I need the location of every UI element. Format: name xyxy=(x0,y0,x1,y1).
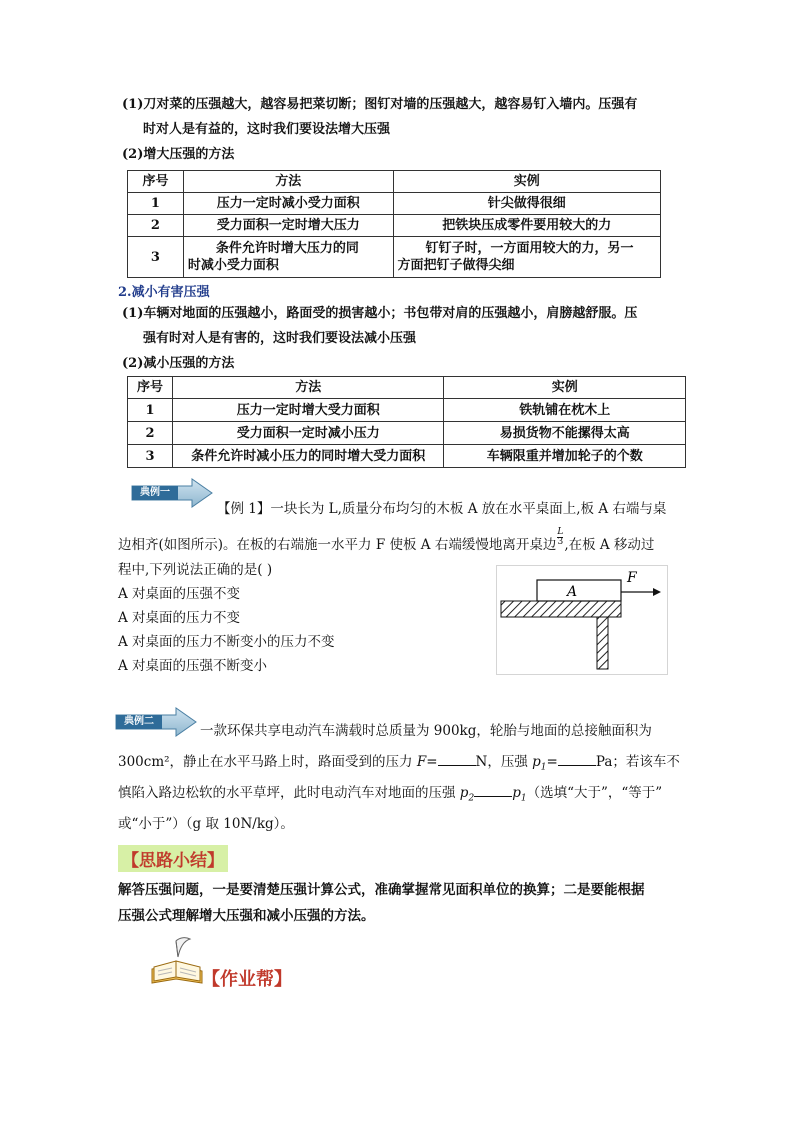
table-cell: 把铁块压成零件要用较大的力 xyxy=(393,215,661,237)
example2-line2-text: 300cm²，静止在水平马路上时，路面受到的压力 xyxy=(118,754,417,770)
example2-line3-text: 慎陷入路边松软的水平草坪，此时电动汽车对地面的压强 xyxy=(118,785,460,801)
table-header-row xyxy=(128,377,686,399)
table-row xyxy=(128,399,686,422)
example-badge-label: 典例一 xyxy=(140,487,170,498)
blank-force[interactable] xyxy=(438,751,476,766)
table-cell: 易损货物不能摞得太高 xyxy=(444,422,686,445)
cell-line: 方面把钉子做得尖细 xyxy=(397,258,515,273)
unit-N: N，压强 xyxy=(475,754,533,770)
table-header-cell: 方法 xyxy=(172,377,443,399)
summary-line2: 压强公式理解增大压强和减小压强的方法。 xyxy=(118,908,375,924)
summary-tag: 【思路小结】 xyxy=(118,845,228,872)
table-header-row xyxy=(128,171,661,193)
para-increase-1-line2: 时对人是有益的，这时我们要设法增大压强 xyxy=(143,122,391,137)
force-label: F xyxy=(627,570,637,586)
var-p2: p xyxy=(459,785,469,801)
table-top xyxy=(501,601,621,617)
cell-line: 钉钉子时，一方面用较大的力，另一 xyxy=(425,241,634,256)
var-p1: p xyxy=(532,754,541,770)
increase-pressure-table xyxy=(127,170,661,278)
para-reduce-1-line2: 强有时对人是有害的，这时我们要设法减小压强 xyxy=(143,331,417,346)
table-cell: 3 xyxy=(128,237,184,278)
book-quill-icon xyxy=(146,935,208,993)
example-badge-label: 典例二 xyxy=(124,716,154,727)
table-cell: 条件允许时减小压力的同时增大受力面积 xyxy=(172,445,443,468)
table-cell: 1 xyxy=(128,399,173,422)
blank-compare[interactable] xyxy=(474,782,512,797)
table-cell: 压力一定时减小受力面积 xyxy=(183,193,393,215)
table-header-cell: 方法 xyxy=(183,171,393,193)
table-cell: 针尖做得很细 xyxy=(393,193,661,215)
var-F: F xyxy=(416,754,427,770)
table-cell: 受力面积一定时减小压力 xyxy=(172,422,443,445)
sub-1: 1 xyxy=(520,793,527,804)
sub-1: 1 xyxy=(540,762,547,773)
table-header-cell: 实例 xyxy=(444,377,686,399)
example1-line2-tail: ,在板 A 移动过 xyxy=(564,537,655,553)
table-cell: 压力一定时增大受力面积 xyxy=(172,399,443,422)
table-row xyxy=(128,215,661,237)
table-leg xyxy=(597,617,608,669)
table-cell: 受力面积一定时增大压力 xyxy=(183,215,393,237)
board-label: A xyxy=(567,584,578,600)
example2-line1: 一款环保共享电动汽车满载时总质量为 900kg，轮胎与地面的总接触面积为 xyxy=(200,723,652,739)
cell-line: 条件允许时增大压力的同 xyxy=(215,241,359,256)
table-cell: 2 xyxy=(128,422,173,445)
example2-line2 xyxy=(118,750,680,780)
table-cell: 1 xyxy=(128,193,184,215)
equals-sign: = xyxy=(546,754,558,770)
cell-line: 时减小受力面积 xyxy=(187,258,279,273)
fraction-denominator: 3 xyxy=(557,537,564,547)
option-c: A 对桌面的压力不断变小的压力不变 xyxy=(118,634,335,650)
var-p1: p xyxy=(512,785,521,801)
open-book-icon xyxy=(146,935,208,993)
reduce-pressure-table xyxy=(127,376,686,468)
table-cell: 铁轨铺在枕木上 xyxy=(444,399,686,422)
board-figure xyxy=(496,565,668,675)
example1-line1: 【例 1】一块长为 L,质量分布均匀的木板 A 放在水平桌面上,板 A 右端与桌 xyxy=(217,501,667,517)
board-on-table-diagram xyxy=(497,566,667,674)
option-a: A 对桌面的压强不变 xyxy=(118,586,241,602)
example1-line2 xyxy=(118,527,655,557)
example2-line3-tail: （选填“大于”，“等于” xyxy=(526,785,663,801)
homework-title: 【作业帮】 xyxy=(202,969,292,990)
para-reduce-1-line1: (1)车辆对地面的压强越小，路面受的损害越小；书包带对肩的压强越小，肩膀越舒服。压 xyxy=(122,306,638,321)
board-block xyxy=(537,580,621,601)
example2-line4: 或“小于”）（g 取 10N/kg）。 xyxy=(118,816,294,832)
blank-pressure[interactable] xyxy=(558,751,596,766)
table-row xyxy=(128,422,686,445)
table-header-cell: 序号 xyxy=(128,171,184,193)
table-cell: 2 xyxy=(128,215,184,237)
example2-line3 xyxy=(118,781,662,811)
summary-line1: 解答压强问题，一是要清楚压强计算公式，准确掌握常见面积单位的换算；二是要能根据 xyxy=(118,882,645,898)
arrow-head-icon xyxy=(653,588,661,596)
unit-Pa: Pa；若该车不 xyxy=(595,754,680,770)
sub-2: 2 xyxy=(468,793,475,804)
section-heading-reduce: 2.减小有害压强 xyxy=(118,285,210,300)
table-cell: 车辆限重并增加轮子的个数 xyxy=(444,445,686,468)
option-d: A 对桌面的压强不断变小 xyxy=(118,658,268,674)
table-row xyxy=(128,237,661,278)
fraction-numerator: L xyxy=(557,527,564,537)
para-increase-2: (2)增大压强的方法 xyxy=(122,147,235,162)
option-b: A 对桌面的压力不变 xyxy=(118,610,241,626)
example1-line2-text: 边相齐(如图所示)。在板的右端施一水平力 F 使板 A 右端缓慢地离开桌边 xyxy=(118,537,557,553)
example-badge-2 xyxy=(114,707,198,737)
example1-question: 程中,下列说法正确的是( ) xyxy=(118,562,273,578)
table-cell xyxy=(393,237,661,278)
table-header-cell: 序号 xyxy=(128,377,173,399)
para-increase-1-line1: (1)刀对菜的压强越大，越容易把菜切断；图钉对墙的压强越大，越容易钉入墙内。压强有 xyxy=(122,97,638,112)
fraction-L-over-3 xyxy=(557,528,563,547)
example-badge-1 xyxy=(130,478,214,508)
para-reduce-2: (2)减小压强的方法 xyxy=(122,356,235,371)
equals-sign: = xyxy=(426,754,438,770)
table-header-cell: 实例 xyxy=(393,171,661,193)
table-row xyxy=(128,445,686,468)
table-cell: 3 xyxy=(128,445,173,468)
table-cell xyxy=(183,237,393,278)
table-row xyxy=(128,193,661,215)
